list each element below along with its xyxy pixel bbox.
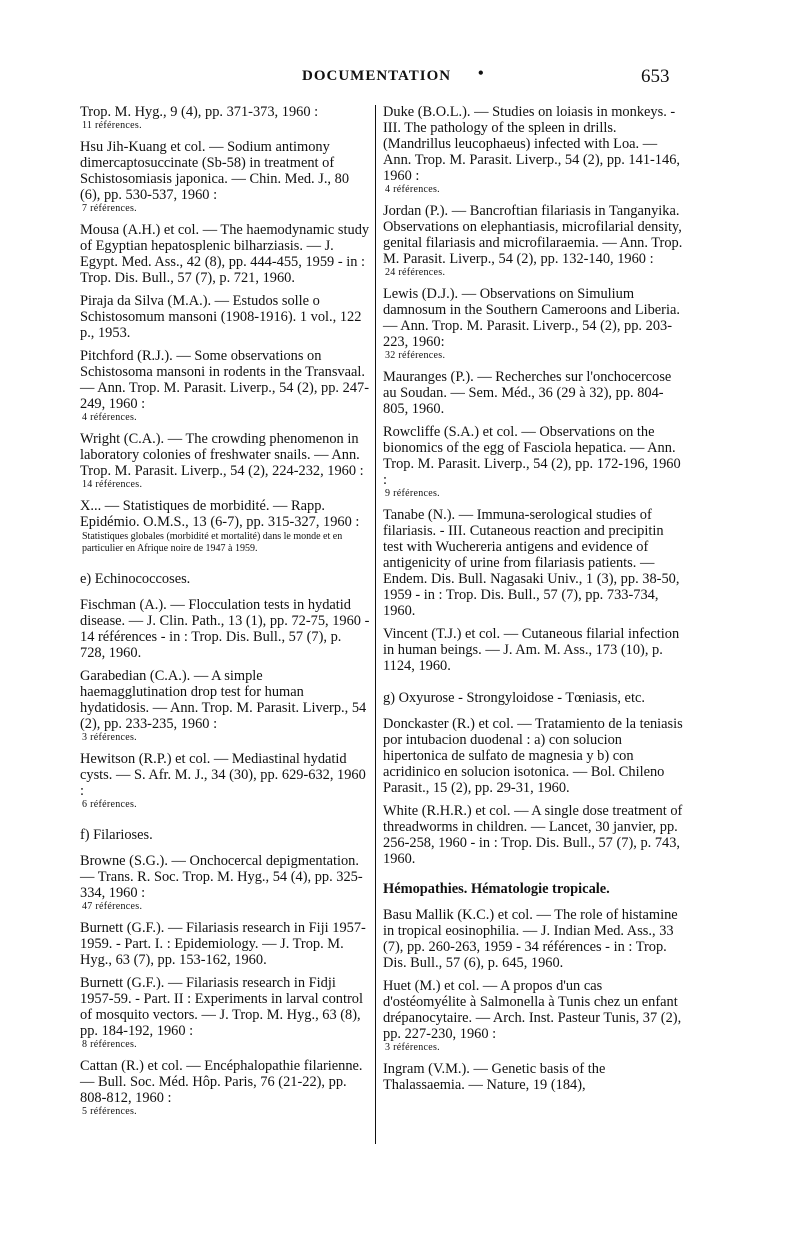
citation-text: Ingram (V.M.). — Genetic basis of the Thalassaemia. — Nature, 19 (184), [383,1061,606,1093]
bibliography-entry [80,431,370,491]
citation-text: Pitchford (R.J.). — Some observations on Schistosoma mansoni in rodents in the Transvaal. — Ann. Trop. M. Parasit. Liverp., 54 (2), pp. 247-249, 1960 : [80,348,370,412]
citation-text: Hsu Jih-Kuang et col. — Sodium antimony dimercaptosuccinate (Sb-58) in treatment of Schistosomiasis japonica. — Chin. Med. J., 80 (6), pp. 530-537, 1960 : [80,139,350,203]
citation-text: Duke (B.O.L.). — Studies on loiasis in monkeys. - III. The pathology of the spleen in drills. (Mandrillus leucophaeus) infected with Loa. — Ann. Trop. M. Parasit. Liverp., 54 (2), pp. 141-146, 1960 : [383,104,680,184]
section-heading: g) Oxyurose - Strongyloidose - Tœniasis, etc. [383,690,645,706]
reference-count: 14 références. [82,479,143,490]
bibliography-entry [383,369,683,417]
bibliography-entry [383,978,683,1054]
page-header [0,64,800,94]
citation-text: Hewitson (R.P.) et col. — Mediastinal hydatid cysts. — S. Afr. M. J., 34 (30), pp. 629-632, 1960 : [80,751,366,799]
citation-text: X... — Statistiques de morbidité. — Rapp. Epidémio. O.M.S., 13 (6-7), pp. 315-327, 1960 : [80,498,360,530]
reference-count: 6 références. [82,799,137,810]
column-divider [375,105,376,1144]
section-heading: e) Echinococcoses. [80,571,191,587]
citation-text: Donckaster (R.) et col. — Tratamiento de la teniasis por intubacion duodenal : a) con solucion hipertonica de sulfato de magnesia y b) con acridinico en solucion isotonica. — Bol. Chileno Parasit., 15 (2), pp. 29-31, 1960. [383,716,683,796]
bibliography-entry [383,716,683,796]
subject-heading: Hémopathies. Hématologie tropicale. [383,881,610,897]
bibliography-entry [80,222,370,286]
citation-text: Jordan (P.). — Bancroftian filariasis in Tanganyika. Observations on elephantiasis, microfilarial density, genital filariasis and microfilaraemia. — Ann. Trop. M. Parasit. Liverp., 54 (2), pp. 132-140, 1960 : [383,203,683,267]
bibliography-entry [80,104,370,132]
bibliography-entry [80,597,370,661]
citation-text: Browne (S.G.). — Onchocercal depigmentation. — Trans. R. Soc. Trop. M. Hyg., 54 (4), pp. 325-334, 1960 : [80,853,363,901]
bibliography-entry [80,348,370,424]
bibliography-entry [383,104,683,196]
citation-text: White (R.H.R.) et col. — A single dose treatment of threadworms in children. — Lancet, 30 janvier, pp. 256-258, 1960 - in : Trop. Dis. Bull., 57 (7), p. 743, 1960. [383,803,683,867]
reference-count: 11 références. [82,120,142,131]
bibliography-entry [80,920,370,968]
reference-count: 4 références. [82,412,137,423]
bibliography-entry [80,751,370,811]
citation-text: Rowcliffe (S.A.) et col. — Observations on the bionomics of the egg of Fasciola hepatica. — Ann. Trop. M. Parasit. Liverp., 54 (2), pp. 172-196, 1960 : [383,424,681,488]
citation-text: Piraja da Silva (M.A.). — Estudos solle o Schistosomum mansoni (1908-1916). 1 vol., 122 p., 1953. [80,293,362,341]
bibliography-entry [80,1058,370,1118]
citation-text: Tanabe (N.). — Immuna-serological studies of filariasis. - III. Cutaneous reaction and precipitin test with Wuchereria antigens and evidence of antigenicity of urine from filariasis patients. — Endem. Dis. Bull. Nagasaki Univ., 1 (3), pp. 38-50, 1959 - in : Trop. Dis. Bull., 57 (7), pp. 733-734, 1960. [383,507,680,619]
citation-text: Fischman (A.). — Flocculation tests in hydatid disease. — J. Clin. Path., 13 (1), pp. 72-75, 1960 - 14 références - in : Trop. Dis. Bull., 57 (7), p. 728, 1960. [80,597,370,661]
page-number: 653 [641,66,670,87]
citation-text: Trop. M. Hyg., 9 (4), pp. 371-373, 1960 : [80,104,319,120]
bibliography-entry [383,803,683,867]
citation-text: Basu Mallik (K.C.) et col. — The role of histamine in tropical eosinophilia. — J. Indian Med. Ass., 33 (7), pp. 260-263, 1959 - 34 références - in : Trop. Dis. Bull., 57 (6), p. 645, 1960. [383,907,678,971]
reference-count: 24 références. [385,267,446,278]
bibliography-entry [80,853,370,913]
bibliography-entry [383,1061,683,1093]
reference-count: 3 références. [385,1042,440,1053]
bibliography-entry [383,203,683,279]
citation-text: Lewis (D.J.). — Observations on Simulium damnosum in the Southern Cameroons and Liberia. — Ann. Trop. M. Parasit. Liverp., 54 (2), pp. 203-223, 1960: [383,286,680,350]
reference-count: 8 références. [82,1039,137,1050]
running-title: DOCUMENTATION [302,68,452,84]
right-column [383,104,683,1100]
bibliography-entry [80,139,370,215]
reference-count: 5 références. [82,1106,137,1117]
reference-count: 4 références. [385,184,440,195]
reference-count: 7 références. [82,203,137,214]
reference-count: 47 références. [82,901,143,912]
citation-text: Huet (M.) et col. — A propos d'un cas d'ostéomyélite à Salmonella à Tunis chez un enfant drépanocytaire. — Arch. Inst. Pasteur Tunis, 37 (2), pp. 227-230, 1960 : [383,978,682,1042]
bibliography-entry [383,626,683,674]
bibliography-entry [383,286,683,362]
bibliography-entry [80,668,370,744]
citation-text: Burnett (G.F.). — Filariasis research in Fidji 1957-59. - Part. II : Experiments in larval control of mosquito vectors. — J. Trop. M. Hyg., 63 (8), pp. 184-192, 1960 : [80,975,363,1039]
citation-text: Burnett (G.F.). — Filariasis research in Fiji 1957-1959. - Part. I. : Epidemiology. — J. Trop. M. Hyg., 63 (7), pp. 153-162, 1960. [80,920,366,968]
entry-note: Statistiques globales (morbidité et mortalité) dans le monde et en particulier en Afrique noire de 1947 à 1959. [82,531,343,554]
citation-text: Mauranges (P.). — Recherches sur l'onchocercose au Soudan. — Sem. Méd., 36 (29 à 32), pp. 804-805, 1960. [383,369,672,417]
section-heading: f) Filarioses. [80,827,153,843]
left-column [80,104,370,1125]
bibliography-entry [80,293,370,341]
reference-count: 3 références. [82,732,137,743]
citation-text: Garabedian (C.A.). — A simple haemagglutination drop test for human hydatidosis. — Ann. Trop. M. Parasit. Liverp., 54 (2), pp. 233-235, 1960 : [80,668,367,732]
citation-text: Cattan (R.) et col. — Encéphalopathie filarienne. — Bull. Soc. Méd. Hôp. Paris, 76 (21-22), pp. 808-812, 1960 : [80,1058,363,1106]
reference-count: 32 références. [385,350,446,361]
citation-text: Vincent (T.J.) et col. — Cutaneous filarial infection in human beings. — J. Am. M. Ass., 173 (10), p. 1124, 1960. [383,626,680,674]
citation-text: Mousa (A.H.) et col. — The haemodynamic study of Egyptian hepatosplenic bilharziasis. — J. Egypt. Med. Ass., 42 (8), pp. 444-455, 1959 - in : Trop. Dis. Bull., 57 (7), p. 721, 1960. [80,222,370,286]
header-separator: • [478,65,484,82]
bibliography-entry [383,907,683,971]
citation-text: Wright (C.A.). — The crowding phenomenon in laboratory colonies of freshwater snails. — Ann. Trop. M. Parasit. Liverp., 54 (2), 224-232, 1960 : [80,431,364,479]
reference-count: 9 références. [385,488,440,499]
bibliography-entry [383,507,683,619]
bibliography-entry [80,975,370,1051]
bibliography-entry [80,498,370,555]
bibliography-entry [383,424,683,500]
